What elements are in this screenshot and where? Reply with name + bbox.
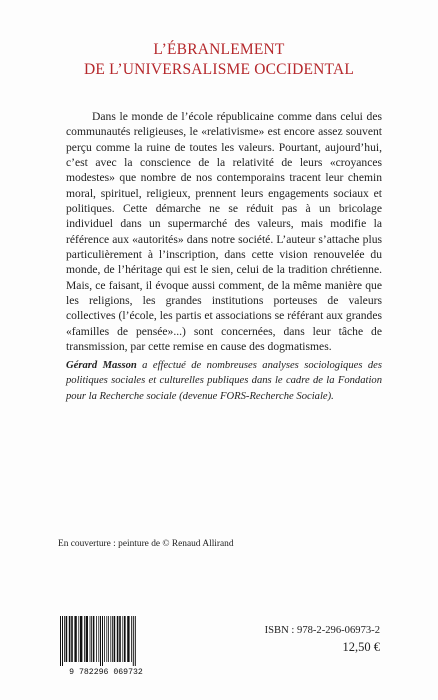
barcode-bar — [74, 616, 76, 662]
cover-credit: En couverture : peinture de © Renaud Allirand — [58, 539, 234, 549]
barcode-bar — [64, 616, 65, 662]
barcode-bar — [98, 616, 99, 662]
barcode-bar — [112, 616, 113, 662]
barcode-bar — [104, 616, 105, 662]
barcode-bar — [124, 616, 126, 662]
barcode-bar — [80, 616, 82, 662]
barcode-bar — [110, 616, 111, 662]
author-bio — [66, 358, 382, 404]
barcode-bar — [93, 616, 95, 662]
barcode-bar — [86, 616, 88, 662]
barcode-bar — [119, 616, 121, 662]
barcode-bar — [135, 616, 136, 666]
barcode-bar — [117, 616, 119, 662]
barcode-bar — [102, 616, 103, 666]
barcode-bar — [60, 616, 61, 666]
barcode-bar — [90, 616, 91, 662]
author-name: Gérard Masson — [66, 360, 137, 371]
price: 12,50 € — [342, 640, 380, 654]
author-bio-text: a effectué de nombreuses analyses sociologiques des politiques sociales et culturelles publiques dans le cadre de la Fondation pour la Recherche sociale (devenue FORS-Recherche Sociale). — [66, 360, 382, 402]
barcode-bar — [78, 616, 79, 662]
barcode-bar — [100, 616, 101, 666]
barcode-bars — [60, 616, 136, 666]
barcode-digits: 9 782296 069732 — [69, 668, 143, 676]
title-line-2: DE L’UNIVERSALISME OCCIDENTAL — [83, 61, 355, 78]
barcode — [58, 616, 154, 676]
barcode-bar — [114, 616, 116, 662]
blurb-paragraph: Dans le monde de l’école républicaine comme dans celui des communautés religieuses, le «relativisme» est encore assez souvent perçu comme la ruine de toutes les valeurs. Pourtant, aujourd’hui, c’est avec la conscience de la relativité de leurs «croyances modestes» que nombre de nos contemporains tracent leur chemin moral, spirituel, religieux, prennent leurs engagements sociaux et politiques. Cette démarche ne se réduit pas à un bricolage individuel dans un supermarché des valeurs, mais modifie la référence aux «autorités» dans notre société. L’auteur s’attache plus particulièrement à l’inscription, dans cette vision renouvelée du monde, de l’héritage qui est le sien, celui de la tradition chrétienne. Mais, ce faisant, il évoque aussi comment, de la même manière que les religions, les grandes institutions porteuses de valeurs collectives (l’école, les partis et associations se référant aux grandes «familles de pensée»...) sont concernées, dans leur tâche de transmission, par cette remise en cause des dogmatismes. — [66, 110, 382, 354]
barcode-bar — [84, 616, 85, 662]
barcode-bar — [91, 616, 92, 662]
barcode-bar — [62, 616, 63, 666]
isbn: ISBN : 978-2-296-06973-2 — [264, 625, 380, 636]
title-line-1: L’ÉBRANLEMENT — [153, 41, 285, 58]
barcode-bar — [122, 616, 123, 662]
barcode-bar — [106, 616, 107, 662]
back-cover-blurb — [66, 109, 382, 355]
barcode-bar — [66, 616, 68, 662]
barcode-bar — [127, 616, 129, 662]
barcode-bar — [133, 616, 134, 666]
barcode-bar — [96, 616, 97, 662]
barcode-bar — [71, 616, 73, 662]
barcode-bar — [69, 616, 71, 662]
barcode-bar — [108, 616, 109, 662]
barcode-bar — [131, 616, 132, 662]
